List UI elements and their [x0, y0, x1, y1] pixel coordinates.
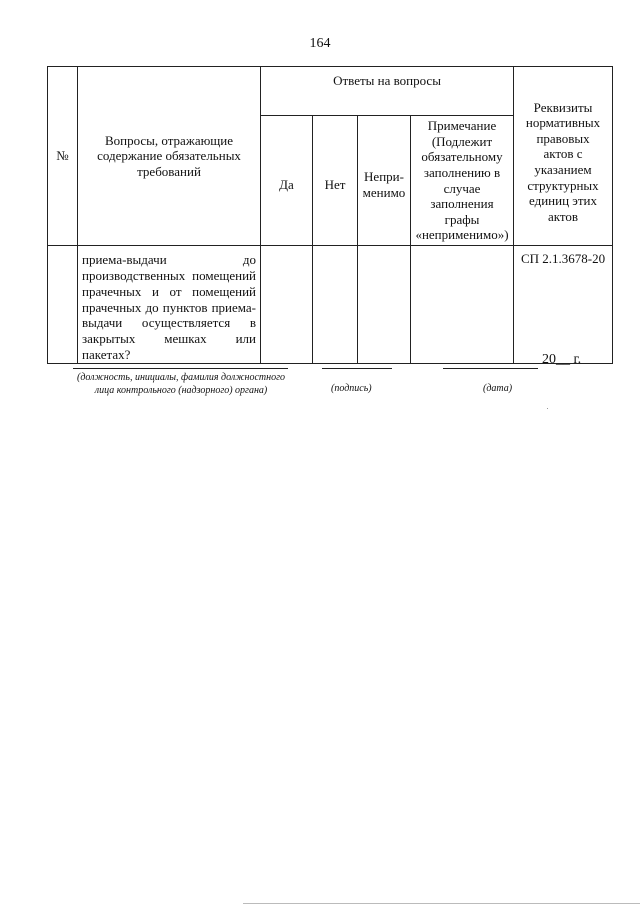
header-requisites-text: Реквизиты нормативных правовых актов с указанием структурных единиц этих актов — [525, 99, 601, 224]
official-caption-line1: (должность, инициалы, фамилия должностного — [76, 372, 285, 383]
signature-block — [0, 352, 640, 402]
scan-edge — [243, 903, 640, 904]
table-row — [48, 246, 613, 364]
date-line[interactable] — [443, 368, 538, 369]
row-answer-yes[interactable] — [261, 246, 313, 364]
header-answers-group: Ответы на вопросы — [261, 67, 514, 116]
row-answer-not-applicable[interactable] — [358, 246, 411, 364]
row-number — [48, 246, 78, 364]
header-not-applicable: Непри- менимо — [358, 116, 411, 246]
header-questions — [78, 67, 261, 246]
official-caption — [70, 371, 292, 397]
row-note[interactable] — [411, 246, 514, 364]
question-line: прачечных и от помещений — [82, 283, 256, 299]
signature-caption: (подпись) — [331, 383, 372, 394]
header-note — [411, 116, 514, 246]
table-header-row-1 — [48, 67, 613, 116]
header-no: Нет — [313, 116, 358, 246]
header-yes: Да — [261, 116, 313, 246]
header-number: № — [48, 67, 78, 246]
header-note-text: Примечание (Подлежит обязательному заполнению в случае заполнения графы «неприменимо») — [415, 118, 509, 243]
signature-line[interactable] — [322, 368, 392, 369]
official-caption-line2: лица контрольного (надзорного) органа) — [94, 385, 268, 396]
page-number: 164 — [309, 36, 331, 51]
date-year-suffix: 20__ г. — [542, 352, 582, 367]
row-requisites: СП 2.1.3678-20 — [514, 246, 613, 364]
question-line: выдачи осуществляется в — [82, 315, 256, 331]
header-requisites — [514, 67, 613, 246]
row-answer-no[interactable] — [313, 246, 358, 364]
official-name-line[interactable] — [73, 368, 288, 369]
date-caption: (дата) — [483, 383, 513, 394]
question-line: прачечных до пунктов приема- — [82, 299, 256, 315]
scan-speck — [547, 408, 548, 409]
header-questions-text: Вопросы, отражающие содержание обязательных требований — [97, 132, 241, 179]
question-line: производственных помещений — [82, 267, 256, 283]
row-question — [78, 246, 261, 364]
checklist-table — [47, 66, 613, 364]
question-line: закрытых мешках или пакетах? — [82, 331, 256, 363]
question-line: приема-выдачи до — [82, 252, 256, 267]
